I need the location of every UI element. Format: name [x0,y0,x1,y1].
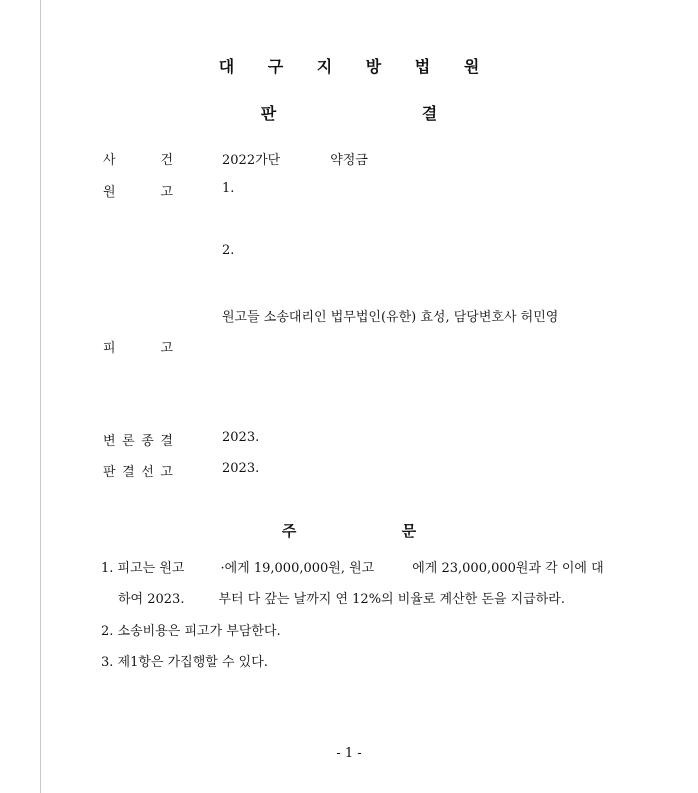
order-item-1-line-2 [118,588,565,607]
case-number: 2022가단 [222,153,281,168]
label-char: 원 [103,185,116,200]
label-char: 고 [160,465,173,480]
label-char: 변 [103,434,116,449]
label-char: 건 [160,153,173,168]
defendant-label [103,337,173,356]
order-item-1-part-c: 에게 23,000,000원과 각 이에 대 [412,561,604,576]
page-number: - 1 - [336,746,362,761]
order-item-1-line-1 [101,557,604,576]
plaintiff-label [103,181,173,200]
closing-date-value: 2023. [222,430,260,445]
label-char: 피 [103,341,116,356]
label-char: 판 [103,465,116,480]
label-char: 고 [160,185,173,200]
order-item-2: 2. 소송비용은 피고가 부담한다. [101,624,281,639]
label-char: 결 [122,465,135,480]
plaintiff-item-2: 2. [222,243,235,258]
order-item-1-part-b: ·에게 19,000,000원, 원고 [220,561,375,576]
order-item-1-line-2-part-b: 부터 다 갚는 날까지 연 12%의 비율로 계산한 돈을 지급하라. [218,592,565,607]
order-item-1-part-a: 1. 피고는 원고 [101,561,185,576]
label-char: 고 [160,341,173,356]
label-char: 종 [141,434,154,449]
plaintiff-counsel: 원고들 소송대리인 법무법인(유한) 효성, 담당변호사 허민영 [222,310,559,325]
document-title: 판 결 [260,104,508,123]
judgment-date-value: 2023. [222,461,260,476]
order-item-3: 3. 제1항은 가집행할 수 있다. [101,655,268,670]
order-item-1-line-2-part-a: 하여 2023. [118,592,185,607]
case-value [222,149,368,168]
label-char: 결 [160,434,173,449]
court-name: 대 구 지 방 법 원 [218,57,494,76]
judgment-date-label [103,461,173,480]
label-char: 선 [141,465,154,480]
case-name: 약정금 [330,153,368,168]
closing-date-label [103,430,173,449]
plaintiff-item-1: 1. [222,181,235,196]
label-char: 사 [103,153,116,168]
case-label [103,149,173,168]
order-heading: 주 문 [281,522,467,540]
label-char: 론 [122,434,135,449]
